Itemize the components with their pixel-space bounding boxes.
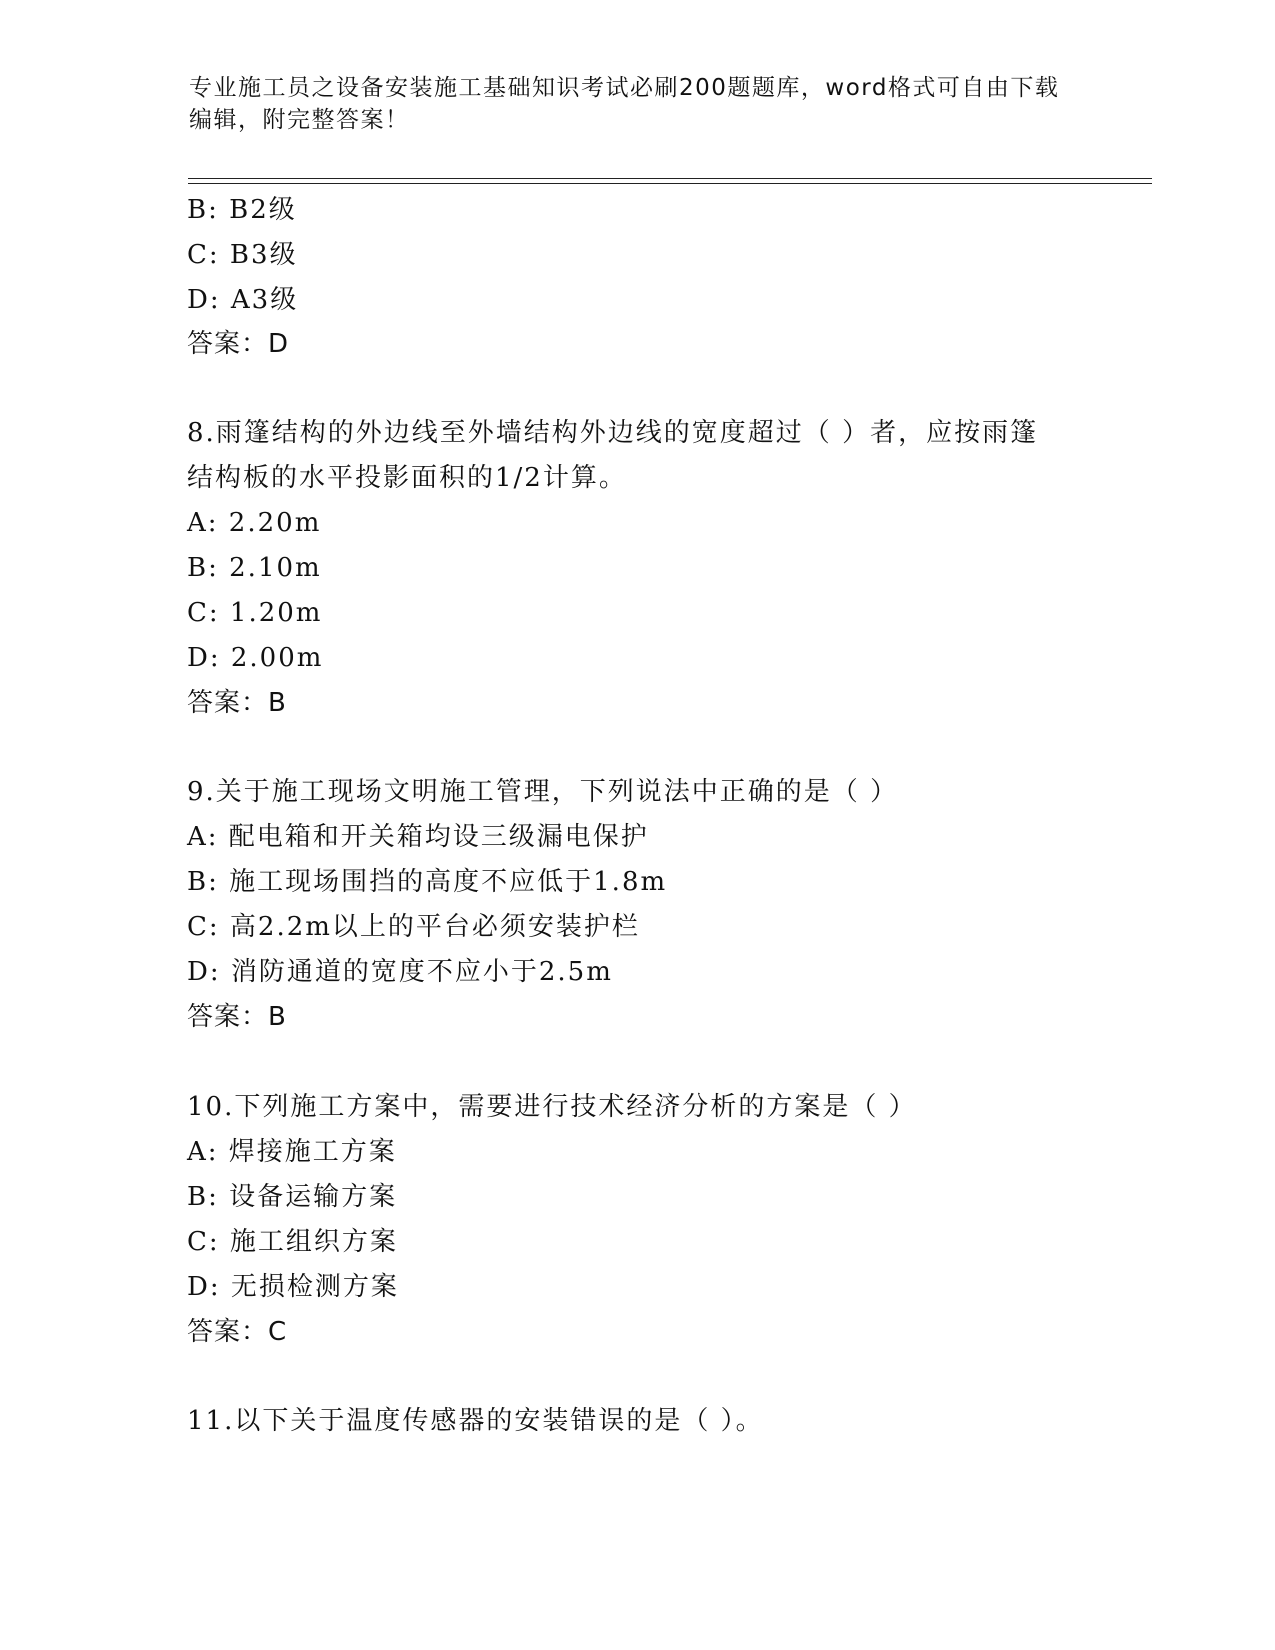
q9-answer-label: 答案： xyxy=(187,1002,269,1032)
q10-answer-label: 答案： xyxy=(187,1317,269,1347)
q7-option-c: C: B3级 xyxy=(187,240,298,270)
q8-option-b: B: 2.10m xyxy=(187,553,322,583)
q9-stem-line1: 9.关于施工现场文明施工管理，下列说法中正确的是（ ） xyxy=(187,777,899,807)
q10-option-d: D: 无损检测方案 xyxy=(187,1272,399,1302)
q10-option-b: B: 设备运输方案 xyxy=(187,1182,398,1212)
q8-option-a: A: 2.20m xyxy=(187,508,322,538)
q9-answer-value: B xyxy=(268,1002,287,1032)
q8-stem-line1: 8.雨篷结构的外边线至外墙结构外边线的宽度超过（ ）者，应按雨篷 xyxy=(187,418,1039,448)
q9-option-c: C: 高2.2m以上的平台必须安装护栏 xyxy=(187,912,640,942)
q10-option-c: C: 施工组织方案 xyxy=(187,1227,398,1257)
q7-answer-value: D xyxy=(268,329,290,359)
q10-option-a: A: 焊接施工方案 xyxy=(187,1137,397,1167)
header-rule-bottom xyxy=(188,183,1152,184)
q9-option-b: B: 施工现场围挡的高度不应低于1.8m xyxy=(187,867,668,897)
q9-answer xyxy=(187,1002,287,1032)
q7-answer xyxy=(187,329,289,359)
q8-option-c: C: 1.20m xyxy=(187,598,323,628)
document-header xyxy=(189,72,1089,136)
q10-stem-line1: 10.下列施工方案中，需要进行技术经济分析的方案是（ ） xyxy=(187,1092,917,1122)
header-title-line2: 编辑，附完整答案！ xyxy=(189,107,410,133)
q7-option-b: B: B2级 xyxy=(187,195,297,225)
q8-stem-line2: 结构板的水平投影面积的1/2计算。 xyxy=(187,463,627,493)
header-title-line1: 专业施工员之设备安装施工基础知识考试必刷200题题库，word格式可自由下载 xyxy=(189,75,1060,101)
q9-option-a: A: 配电箱和开关箱均设三级漏电保护 xyxy=(187,822,649,852)
header-rule-top xyxy=(188,178,1152,179)
q10-answer xyxy=(187,1317,287,1347)
q8-option-d: D: 2.00m xyxy=(187,643,324,673)
q8-answer-label: 答案： xyxy=(187,688,269,718)
q7-option-d: D: A3级 xyxy=(187,285,299,315)
q10-answer-value: C xyxy=(268,1317,288,1347)
q8-answer xyxy=(187,688,287,718)
q9-option-d: D: 消防通道的宽度不应小于2.5m xyxy=(187,957,613,987)
q11-stem-line1: 11.以下关于温度传感器的安装错误的是（ ）。 xyxy=(187,1406,764,1436)
q7-answer-label: 答案： xyxy=(187,329,269,359)
q8-answer-value: B xyxy=(268,688,287,718)
